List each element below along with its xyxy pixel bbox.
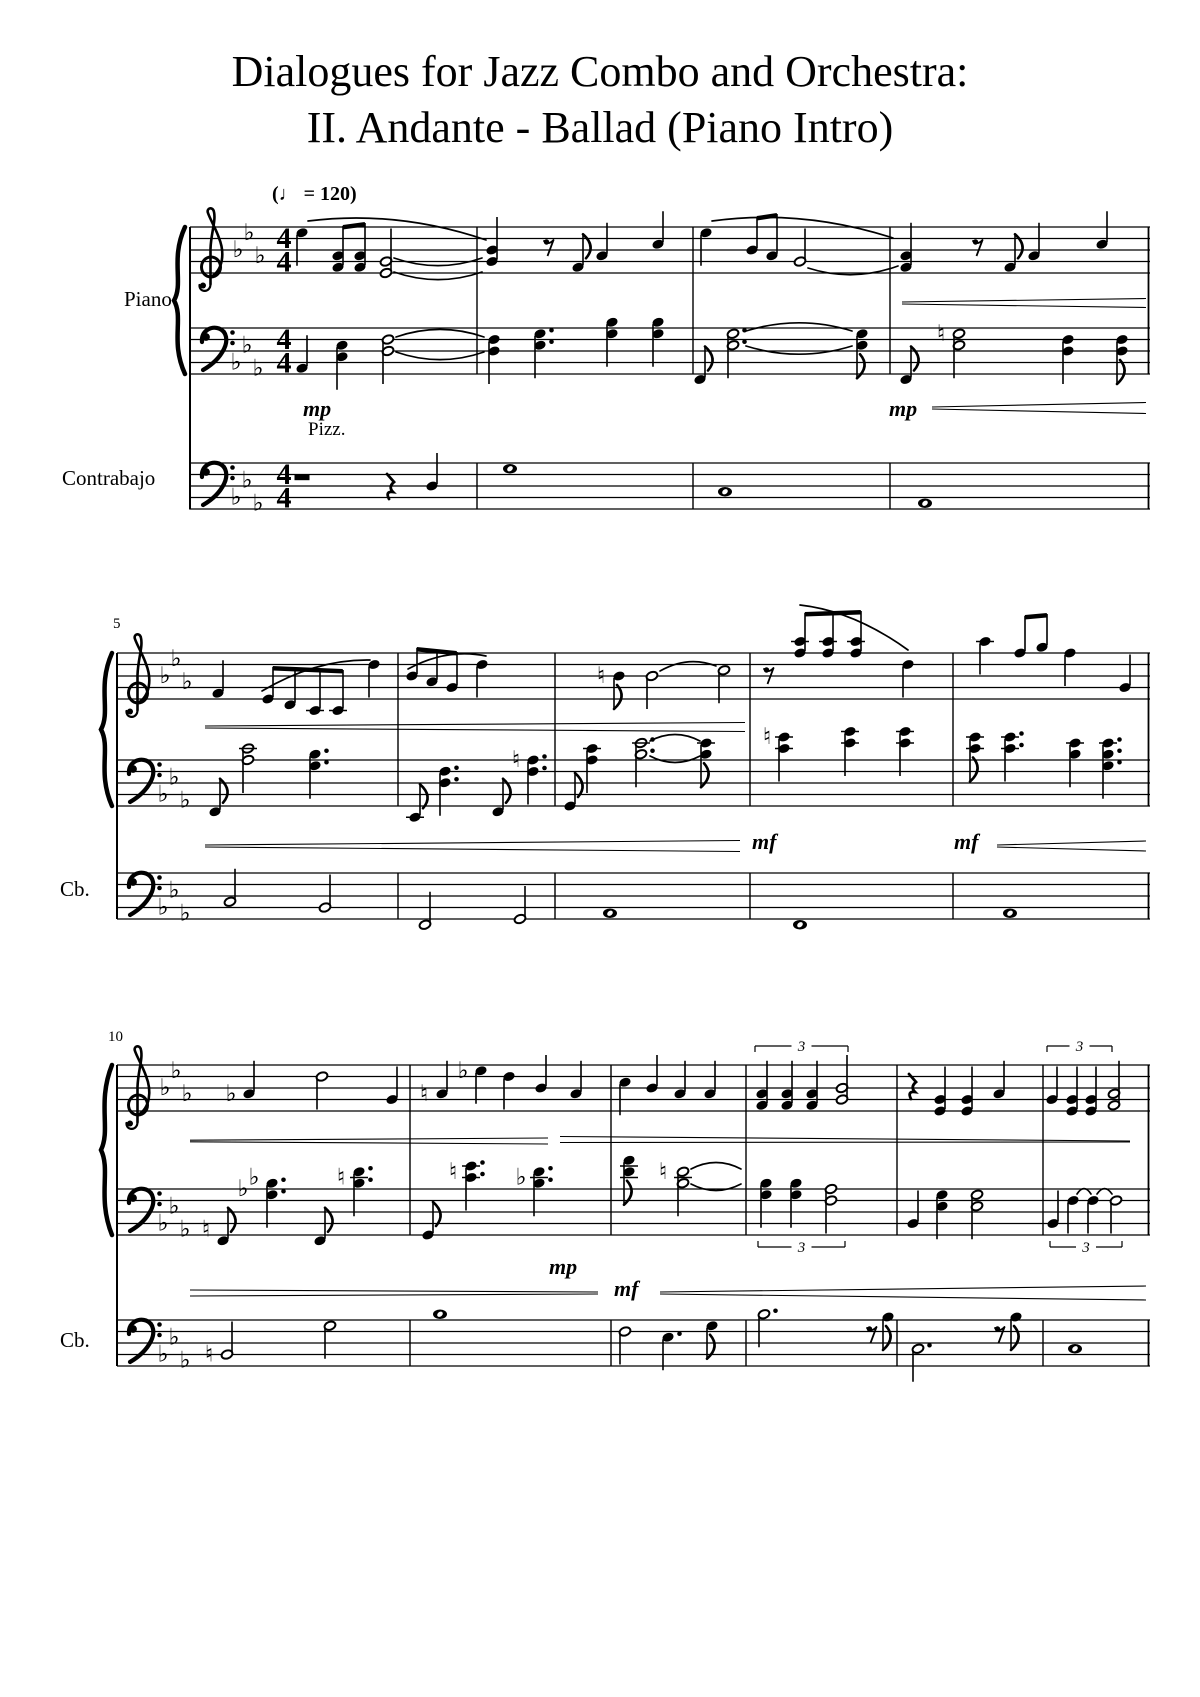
title-line-2: II. Andante - Ballad (Piano Intro) [306,103,894,152]
notation-note [661,1331,682,1370]
notation-tie [650,735,700,742]
notation-note [313,1208,332,1247]
notation-flat [158,782,169,808]
svg-text:4: 4 [276,346,292,380]
notation-note [699,227,713,266]
notation-flat [231,350,242,376]
notation-note [745,217,759,256]
svg-text:♭: ♭ [157,894,169,921]
notation-note [757,1308,777,1347]
notation-flat [182,669,193,695]
svg-text:♭: ♭ [179,787,191,814]
notation-note [645,670,658,709]
notation-staff [117,1320,1150,1366]
title-line-1: Dialogues for Jazz Combo and Orchestra: [231,47,969,96]
notation-chord [824,1183,837,1233]
notation-chord [381,334,394,384]
notation-tie [308,218,486,240]
notation-qrest [909,1074,916,1099]
notation-note [474,1065,488,1104]
notation-hairpin [205,723,745,732]
notation-brace [101,653,112,806]
notation-note [367,659,381,698]
contrabajo-label: Contrabajo [62,466,156,490]
notation-hairpin [190,1138,548,1144]
notation-note [612,670,626,709]
svg-text:♭: ♭ [225,1080,237,1107]
notation-beam [1025,613,1047,620]
notation-tie [712,217,893,238]
notation-note [502,1071,516,1110]
notation-chord [970,1189,983,1239]
notation-brace [174,227,185,374]
notation-note [1109,1195,1122,1234]
notation-note [295,335,309,374]
svg-text:4: 4 [276,323,292,356]
measure-number-10: 10 [108,1029,123,1045]
notation-tie [396,329,484,337]
svg-text:4: 4 [276,222,292,255]
notation-tie [691,1163,741,1170]
notation-staff [117,1065,1150,1111]
notation-note [618,1076,632,1115]
notation-chord [1003,731,1024,781]
notation-note [899,347,918,386]
svg-text:4: 4 [276,245,292,279]
notation-note [1013,616,1027,659]
notation-note [261,667,275,705]
notation-flat [169,877,180,903]
notation-note [1009,1311,1023,1350]
notation-chord [755,1061,769,1111]
svg-text:♭: ♭ [157,781,169,808]
svg-text:♭: ♭ [232,237,244,263]
notation-flat [233,237,244,263]
notation-tsig [277,323,292,380]
notation-hairpin [997,841,1146,851]
notation-note [1035,614,1049,653]
svg-text:♭: ♭ [237,1176,249,1202]
notation-tie [408,654,486,669]
notation-flat [244,220,255,246]
notation-chord [526,754,547,804]
notation-note [765,214,779,262]
notation-note [571,234,590,273]
notation-tuplet [1050,1240,1122,1256]
notation-note [793,920,807,929]
notation-flat [242,467,253,493]
notation-hairpin [902,299,1146,308]
dynamic-mf-sys3: mf [614,1276,639,1301]
notation-chord [1115,334,1129,384]
notation-note [211,660,225,699]
notation-tie [660,662,716,671]
notation-staff [117,873,1150,919]
pizzicato-label: Pizz. [308,419,346,440]
notation-chord [843,726,857,776]
notation-nat [202,1216,210,1242]
notation-chord [1065,1067,1079,1117]
svg-text:♮: ♮ [448,1158,458,1185]
svg-text:♭: ♭ [252,490,264,517]
notation-chord [835,1055,848,1105]
svg-text:♭: ♭ [179,1216,191,1243]
notation-wrest [295,475,310,480]
notation-hairpin [205,841,740,852]
notation-note [1003,909,1017,918]
notation-note [220,1322,233,1361]
notation-note [645,1055,659,1094]
notation-chord [1084,1067,1098,1117]
svg-text:♭: ♭ [168,1193,180,1220]
notation-chord [533,328,554,378]
notation-note [425,453,439,492]
svg-text:♮: ♮ [336,1164,346,1191]
notation-chord [265,1177,286,1227]
svg-text:♮: ♮ [658,1158,668,1185]
notation-note [534,1055,548,1094]
svg-text:♭: ♭ [159,1075,171,1101]
svg-text:♮: ♮ [936,320,946,347]
notation-chord [726,328,746,378]
svg-text:3: 3 [797,1039,806,1055]
notation-flat [238,1176,249,1202]
notation-chord [605,316,619,366]
notation-chord [532,1166,553,1216]
notation-nat [659,1159,667,1185]
notation-nat [449,1159,457,1185]
svg-text:4: 4 [276,458,292,491]
notation-chord [952,328,965,378]
dynamic-mp-piano: mp [889,396,918,421]
notation-chord [585,743,599,793]
notation-tuplet [758,1240,845,1256]
cb-label-system3: Cb. [60,1328,90,1352]
notation-note [717,665,730,704]
notation-note [425,650,439,688]
notation-note [513,886,526,925]
notation-flat [169,764,180,790]
svg-text:♭: ♭ [179,1347,191,1374]
notation-flat [249,1165,260,1191]
svg-text:♭: ♭ [157,1341,169,1368]
notation-chord [789,1177,803,1227]
svg-text:♭: ♭ [252,355,264,382]
svg-text:♭: ♭ [168,1324,180,1351]
notation-erest [867,1326,877,1343]
notation-flat [171,1058,182,1084]
notation-chord [933,1067,947,1117]
notation-chord [438,765,459,815]
notation-note [1003,234,1022,273]
notation-chord [968,731,982,781]
notation-erest [973,239,983,256]
notation-note [718,487,732,496]
notation-flat [458,1058,469,1084]
notation-note [603,909,617,918]
notation-note [1066,1195,1080,1234]
notation-hairpin [190,1290,598,1296]
notation-note [1027,223,1041,262]
svg-text:♭: ♭ [241,467,253,494]
notation-flat [180,787,191,813]
notation-note [433,1310,447,1319]
notation-note [569,1061,583,1100]
svg-text:♮: ♮ [596,663,606,689]
svg-text:♮: ♮ [762,724,772,750]
notation-chord [898,726,912,776]
notation-nat [597,663,605,689]
notation-note [793,229,806,268]
svg-text:♮: ♮ [419,1080,429,1107]
svg-text:♭: ♭ [168,764,180,791]
notation-chord [1107,1061,1120,1111]
notation-flat [158,1342,169,1368]
notation-note [208,779,227,818]
notation-note [435,1061,449,1100]
notation-flat [158,1211,169,1237]
svg-text:♮: ♮ [204,1341,214,1368]
notation-flat [180,1216,191,1242]
notation-chord [676,1166,689,1216]
measure-number-5: 5 [113,616,121,632]
svg-text:♭: ♭ [179,900,191,927]
notation-note [1046,1191,1060,1230]
notation-note [595,223,609,262]
notation-flat [231,485,242,511]
dynamic-mf-2: mf [954,829,979,854]
svg-text:♭: ♭ [457,1057,469,1084]
notation-hairpin [932,403,1146,414]
notation-erest [544,239,554,256]
notation-nat [337,1165,345,1191]
notation-flat [226,1081,237,1107]
notation-nat [937,321,945,347]
notation-flat [180,1347,191,1373]
notation-nat [763,724,771,750]
notation-chord [855,328,869,378]
svg-text:4: 4 [276,481,292,515]
notation-flat [253,490,264,516]
notation-chord [335,339,349,389]
svg-text:♭: ♭ [254,242,266,269]
notation-nat [512,747,520,773]
notation-flat [158,895,169,921]
notation-chord [935,1189,949,1239]
notation-flat [171,646,182,672]
notation-tie [650,756,700,763]
cb-label-system2: Cb. [60,877,90,901]
svg-text:♭: ♭ [181,668,193,695]
notation-staff [190,463,1150,509]
notation-flat [255,243,266,269]
svg-text:3: 3 [797,1240,806,1256]
notation-tuplet [1047,1039,1112,1055]
notation-note [331,670,345,716]
notation-chord [487,334,501,384]
svg-text:♭: ♭ [230,484,242,511]
notation-flat [160,1075,171,1101]
notation-chord [485,217,499,267]
notation-note [918,499,932,508]
notation-flat [169,1193,180,1219]
notation-note [242,1061,256,1100]
notation-nat [205,1342,213,1368]
notation-tuplet [755,1039,848,1055]
notation-note [693,347,712,386]
dynamic-mp-sys3: mp [549,1254,578,1279]
notation-chord [805,1061,819,1111]
svg-text:♭: ♭ [159,663,171,689]
notation-chord [899,223,913,273]
notation-note [295,227,309,266]
notation-note [1086,1195,1100,1234]
notation-chord [793,613,807,659]
notation-note [618,1326,631,1365]
svg-text:♭: ♭ [248,1164,260,1191]
notation-tie [746,323,852,331]
notation-tsig [277,222,292,279]
svg-text:♭: ♭ [515,1164,527,1191]
notation-note [216,1208,235,1247]
notation-flat [242,332,253,358]
svg-text:♭: ♭ [181,1080,193,1107]
notation-chord [821,612,835,659]
notation-chord [780,1061,794,1111]
notation-hairpin [660,1286,1146,1300]
notation-beam [343,222,365,230]
notation-chord [353,223,367,273]
notation-note [475,659,489,698]
notation-chord [1068,737,1082,787]
notation-note [705,1320,719,1359]
svg-text:♮: ♮ [511,747,521,773]
notation-note [673,1061,687,1100]
notation-note [491,779,510,818]
notation-chord [1101,737,1122,799]
notation-chord [464,1160,485,1210]
notation-chord [651,316,665,366]
notation-chord [241,743,254,793]
notation-note [911,1343,931,1382]
notation-flat [253,355,264,381]
notation-tsig [277,458,292,515]
notation-note [1068,1344,1082,1353]
notation-tie [746,346,852,354]
svg-text:♭: ♭ [241,332,253,359]
notation-note [445,652,459,693]
notation-chord [960,1067,974,1117]
notation-nat [420,1081,428,1107]
notation-note [503,464,517,473]
notation-chord [352,1166,373,1216]
notation-note [1063,647,1077,686]
notation-flat [169,1324,180,1350]
notation-note [901,659,915,698]
notation-brace [101,1065,112,1235]
notation-note [703,1061,717,1100]
svg-text:3: 3 [1082,1240,1090,1256]
notation-note [881,1311,895,1350]
notation-erest [995,1326,1005,1343]
notation-note [651,211,665,250]
dynamic-mp-contrabass: mp [303,396,332,421]
notation-chord [759,1177,773,1227]
piano-label: Piano [124,287,172,311]
notation-flat [180,900,191,926]
notation-chord [622,1154,636,1204]
dynamic-mf-1: mf [752,829,777,854]
notation-staff [190,328,1150,374]
notation-note [385,1067,399,1106]
tempo-marking: (♩ = 120) [272,183,357,205]
notation-note [992,1061,1006,1100]
svg-text:♭: ♭ [168,877,180,904]
notation-chord [777,731,791,781]
svg-text:♭: ♭ [170,1057,182,1084]
notation-note [1095,211,1109,250]
notation-chord [379,229,392,279]
notation-note [418,892,431,931]
svg-text:♭: ♭ [243,219,255,246]
notation-hairpin [560,1137,1130,1143]
notation-note [323,1320,336,1359]
notation-flat [516,1165,527,1191]
notation-note [318,875,331,914]
notation-note [1118,655,1132,694]
svg-text:♭: ♭ [230,349,242,376]
notation-chord [308,748,329,798]
notation-tie [396,352,484,360]
svg-text:3: 3 [1075,1039,1084,1055]
notation-chord [699,737,713,787]
notation-staff [117,760,1150,806]
notation-chord [634,737,654,787]
notation-note [223,869,236,908]
notation-flat [182,1081,193,1107]
notation-chord [1061,334,1075,384]
notation-flat [160,663,171,689]
svg-text:♮: ♮ [201,1216,211,1243]
notation-note [906,1191,920,1230]
svg-text:♭: ♭ [170,645,182,672]
notation-note [315,1071,328,1110]
svg-text:♭: ♭ [157,1210,169,1237]
notation-note [1045,1067,1059,1106]
notation-staff [117,653,1150,699]
